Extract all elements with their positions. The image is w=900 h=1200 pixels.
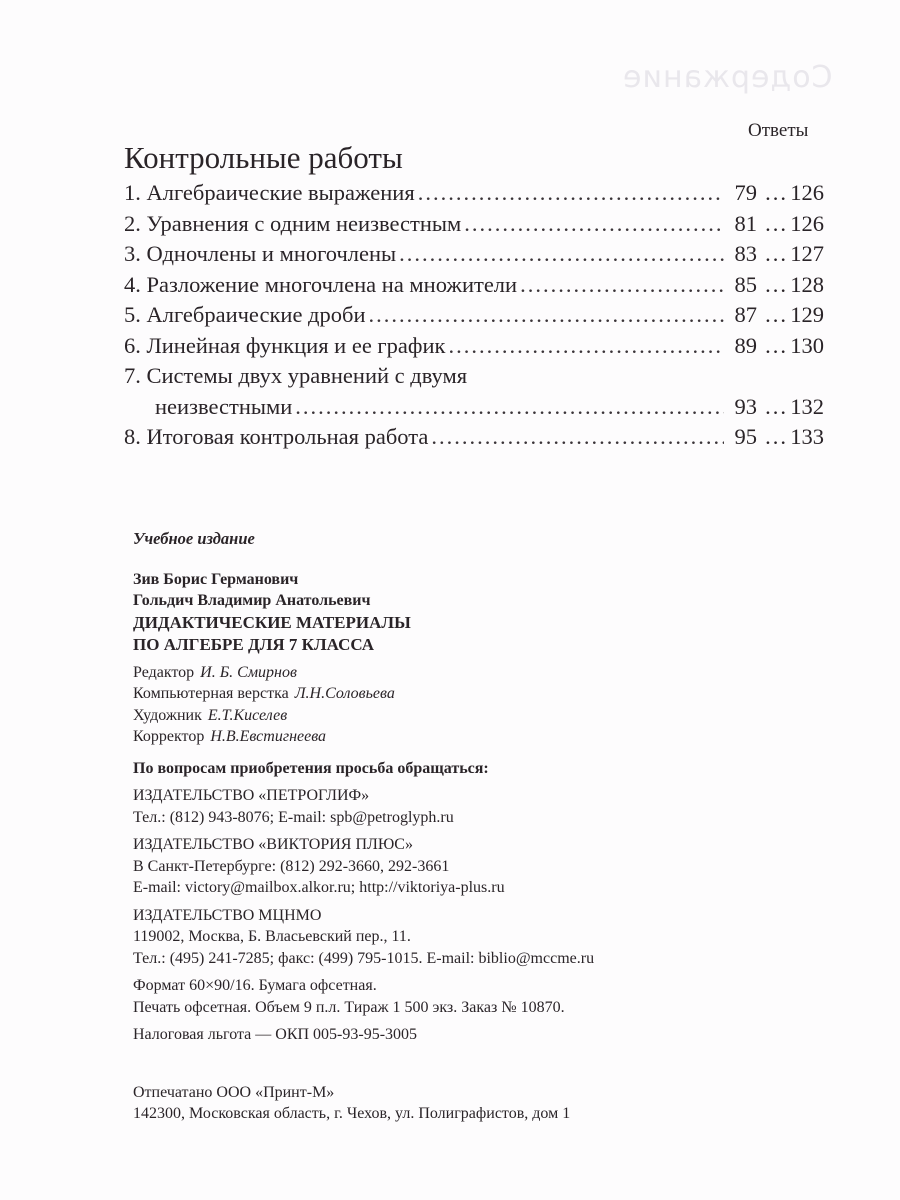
toc-item-answer-page: 130 xyxy=(790,332,824,358)
toc-item-continuation xyxy=(124,394,824,425)
leader-dots xyxy=(369,302,725,328)
toc-item-separator: ... xyxy=(765,393,788,419)
toc-item-page: 85 xyxy=(734,271,757,297)
toc-section-title: Контрольные работы xyxy=(124,140,403,175)
credit-role: Корректор xyxy=(133,728,205,745)
toc-item-separator: ... xyxy=(765,271,788,297)
toc-item xyxy=(124,272,824,303)
table-of-contents xyxy=(124,180,824,455)
imprint-block xyxy=(133,528,833,1125)
leader-dots xyxy=(431,424,724,450)
credit-name: Е.Т.Киселев xyxy=(207,706,288,724)
credit-line xyxy=(133,662,833,684)
toc-item-label: 1. Алгебраические выражения xyxy=(124,180,415,205)
toc-item-answer-page: 132 xyxy=(790,393,824,419)
toc-item-label: 8. Итоговая контрольная работа xyxy=(124,424,429,449)
author-name: Зив Борис Германович xyxy=(133,570,299,588)
toc-item xyxy=(124,211,824,242)
leader-dots xyxy=(399,241,724,267)
toc-item-label: 2. Уравнения с одним неизвестным xyxy=(124,210,462,236)
answers-column-label: Ответы xyxy=(748,120,809,141)
leader-dots xyxy=(295,394,724,420)
publisher-name: ИЗДАТЕЛЬСТВО «ПЕТРОГЛИФ» xyxy=(133,787,370,804)
contact-heading: По вопросам приобретения просьба обращаться: xyxy=(133,759,489,777)
tax-line: Налоговая льгота — ОКП 005-93-95-3005 xyxy=(133,1026,418,1043)
toc-item-label: 7. Системы двух уравнений с двумя xyxy=(124,363,468,388)
credit-name: Н.В.Евстигнеева xyxy=(210,728,327,745)
credit-role: Художник xyxy=(133,706,202,724)
credit-line xyxy=(133,683,833,705)
toc-item-page: 93 xyxy=(734,393,757,419)
leader-dots xyxy=(448,333,724,359)
bleed-through-header: Содержание xyxy=(622,60,833,95)
leader-dots xyxy=(464,211,724,237)
leader-dots xyxy=(520,272,724,298)
toc-item-page: 87 xyxy=(734,302,757,327)
toc-item xyxy=(124,241,824,272)
toc-item-answer-page: 128 xyxy=(790,271,824,297)
publisher-name: ИЗДАТЕЛЬСТВО «ВИКТОРИЯ ПЛЮС» xyxy=(133,836,413,853)
toc-item-separator: ... xyxy=(765,210,788,236)
book-title-line: ДИДАКТИЧЕСКИЕ МАТЕРИАЛЫ xyxy=(133,612,411,632)
toc-item-answer-page: 129 xyxy=(790,302,824,327)
toc-item-answer-page: 126 xyxy=(790,210,824,236)
credit-role: Редактор xyxy=(133,663,195,681)
toc-item xyxy=(124,363,824,394)
format-line: Печать офсетная. Объем 9 п.л. Тираж 1 500 экз. Заказ № 10870. xyxy=(133,998,565,1016)
toc-item xyxy=(124,302,824,333)
credit-name: Л.Н.Соловьева xyxy=(294,685,395,702)
toc-item xyxy=(124,333,824,364)
publisher-name: ИЗДАТЕЛЬСТВО МЦНМО xyxy=(133,906,322,924)
toc-item-answer-page: 126 xyxy=(790,180,824,205)
toc-item xyxy=(124,424,824,455)
publisher-contact: E-mail: victory@mailbox.alkor.ru; http://viktoriya-plus.ru xyxy=(133,879,505,896)
toc-item-page: 95 xyxy=(734,424,757,449)
leader-dots xyxy=(418,180,724,206)
toc-item-page: 81 xyxy=(734,210,757,236)
toc-item-page: 79 xyxy=(734,180,757,205)
publisher-contact: 119002, Москва, Б. Власьевский пер., 11. xyxy=(133,928,411,945)
printer-line: Отпечатано ООО «Принт-М» xyxy=(133,1083,335,1101)
toc-item-separator: ... xyxy=(765,180,788,205)
publisher-contact: Тел.: (495) 241-7285; факс: (499) 795-1015. E-mail: biblio@mccme.ru xyxy=(133,949,595,967)
toc-item-label: 3. Одночлены и многочлены xyxy=(124,241,397,266)
author-name: Гольдич Владимир Анатольевич xyxy=(133,592,371,609)
toc-item-label-continuation: неизвестными xyxy=(155,393,293,419)
toc-item-page: 83 xyxy=(734,241,757,266)
toc-item-separator: ... xyxy=(765,332,788,358)
toc-item-separator: ... xyxy=(765,424,788,449)
toc-item-label: 6. Линейная функция и ее график xyxy=(124,332,446,358)
credit-line xyxy=(133,705,833,727)
toc-item-label: 4. Разложение многочлена на множители xyxy=(124,271,518,297)
toc-item-separator: ... xyxy=(765,241,788,266)
toc-item-answer-page: 133 xyxy=(790,424,824,449)
book-title-line: ПО АЛГЕБРЕ ДЛЯ 7 КЛАССА xyxy=(133,634,375,654)
format-line: Формат 60×90/16. Бумага офсетная. xyxy=(133,977,377,994)
toc-item-separator: ... xyxy=(765,302,788,327)
printer-address: 142300, Московская область, г. Чехов, ул. Полиграфистов, дом 1 xyxy=(133,1105,571,1122)
credit-role: Компьютерная верстка xyxy=(133,685,289,702)
toc-item-answer-page: 127 xyxy=(790,241,824,266)
credit-name: И. Б. Смирнов xyxy=(200,663,297,681)
toc-item-page: 89 xyxy=(734,332,757,358)
edition-type: Учебное издание xyxy=(133,529,255,548)
publisher-contact: В Санкт-Петербурге: (812) 292-3660, 292-3661 xyxy=(133,857,450,875)
credit-line xyxy=(133,726,833,748)
toc-item xyxy=(124,180,824,211)
publisher-contact: Тел.: (812) 943-8076; E-mail: spb@petroglyph.ru xyxy=(133,808,454,826)
toc-item-label: 5. Алгебраические дроби xyxy=(124,302,366,327)
